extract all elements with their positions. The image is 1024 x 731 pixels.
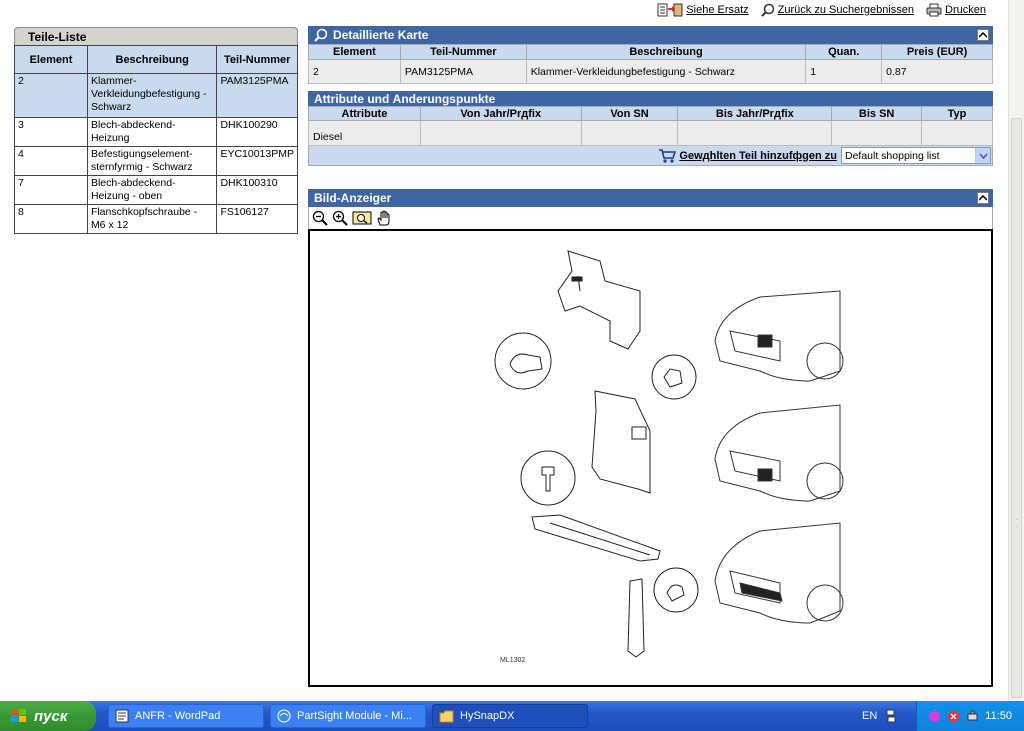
row-element: 2 xyxy=(309,60,401,84)
image-toolbar xyxy=(308,207,993,229)
pan-hand-icon[interactable] xyxy=(376,210,392,226)
zoom-out-icon[interactable] xyxy=(312,210,328,226)
row-teil: DHK100310 xyxy=(217,176,298,205)
task-partsight-label: PartSight Module - Mi... xyxy=(297,710,412,722)
car-front-1 xyxy=(715,291,843,381)
detail-title: Detaillierte Karte xyxy=(333,28,429,42)
chevron-up-icon xyxy=(979,195,987,201)
network-icon[interactable] xyxy=(885,709,897,723)
row-beschreibung: Blech-abdeckend-Heizung xyxy=(87,118,217,147)
zoom-area-icon[interactable] xyxy=(352,210,372,226)
col-von-jahr: Von Jahr/Prдfix xyxy=(420,107,581,121)
detail-circle-8 xyxy=(652,355,696,399)
windows-logo-icon xyxy=(10,708,28,724)
row-beschreibung: Klammer-Verkleidungbefestigung - Schwarz xyxy=(87,74,217,118)
start-button[interactable] xyxy=(0,701,96,731)
language-indicator[interactable]: EN xyxy=(862,710,878,722)
printer-icon xyxy=(926,3,942,17)
col-teil-nummer: Teil-Nummer xyxy=(217,46,298,74)
security-alert-icon[interactable] xyxy=(947,710,960,723)
attributes-panel xyxy=(308,91,993,166)
image-viewer-panel xyxy=(308,189,993,687)
cart-icon xyxy=(658,148,676,164)
usb-icon[interactable] xyxy=(966,710,979,723)
top-links xyxy=(657,3,986,17)
grip-icon xyxy=(1016,519,1017,527)
detail-table xyxy=(308,44,993,84)
browser-icon xyxy=(277,709,291,723)
row-von-sn xyxy=(581,121,678,146)
row-bis-jahr xyxy=(678,121,832,146)
col-element: Element xyxy=(309,45,401,60)
detail-title-bar xyxy=(308,26,993,44)
table-row xyxy=(309,121,993,146)
collapse-button[interactable] xyxy=(977,192,989,204)
heater-plate-part xyxy=(592,391,650,493)
shopping-list-select[interactable] xyxy=(841,147,991,164)
task-hysnapdx[interactable] xyxy=(432,704,588,728)
row-teil: FS106127 xyxy=(217,205,298,234)
taskbar xyxy=(0,701,1024,731)
task-wordpad[interactable] xyxy=(108,704,264,728)
col-typ: Typ xyxy=(922,107,993,121)
attributes-header xyxy=(309,107,993,121)
table-row[interactable] xyxy=(15,147,298,176)
row-element: 7 xyxy=(15,176,88,205)
table-row[interactable] xyxy=(15,118,298,147)
row-element: 2 xyxy=(15,74,88,118)
tray-app-icon[interactable] xyxy=(928,710,941,723)
task-wordpad-label: ANFR - WordPad xyxy=(135,710,221,722)
col-quan: Quan. xyxy=(806,45,882,60)
table-row[interactable] xyxy=(15,74,298,118)
row-teil: DHK100290 xyxy=(217,118,298,147)
col-teil-nummer: Teil-Nummer xyxy=(400,45,526,60)
print-label: Drucken xyxy=(945,4,986,16)
col-element: Element xyxy=(15,46,88,74)
parts-list-panel xyxy=(14,27,298,234)
magnifier-icon xyxy=(761,3,775,17)
row-beschreibung: Flanschkopfschraube - M6 x 12 xyxy=(87,205,217,234)
parts-list-title: Teile-Liste xyxy=(14,27,298,45)
row-bis-sn xyxy=(832,121,922,146)
replacement-icon xyxy=(657,3,683,17)
row-beschreibung: Klammer-Verkleidungbefestigung - Schwarz xyxy=(526,60,806,84)
diagram-code: ML1302 xyxy=(500,657,526,664)
attributes-title: Attribute und Аnderungspunkte xyxy=(308,91,993,106)
back-to-results-label: Zurück zu Suchergebnissen xyxy=(777,4,915,16)
row-element: 3 xyxy=(15,118,88,147)
row-attribute: Diesel xyxy=(309,121,421,146)
table-row[interactable] xyxy=(15,176,298,205)
zoom-in-icon[interactable] xyxy=(332,210,348,226)
image-viewer-title: Bild-Anzeiger xyxy=(314,191,392,205)
siehe-ersatz-label: Siehe Ersatz xyxy=(686,4,749,16)
back-to-results-link[interactable] xyxy=(761,3,914,17)
row-typ xyxy=(922,121,993,146)
row-element: 4 xyxy=(15,147,88,176)
vertical-scrollbar[interactable] xyxy=(1008,0,1024,700)
parts-list-table xyxy=(14,45,298,234)
scrollbar-thumb[interactable] xyxy=(1011,118,1022,698)
detail-header xyxy=(309,45,993,60)
row-beschreibung: Blech-abdeckend-Heizung - oben xyxy=(87,176,217,205)
image-viewer-title-bar xyxy=(308,189,993,207)
col-beschreibung: Beschreibung xyxy=(526,45,806,60)
print-link[interactable] xyxy=(926,3,986,17)
car-front-2 xyxy=(715,405,843,501)
detail-panel xyxy=(308,26,993,84)
detail-circle-4 xyxy=(654,568,698,612)
col-preis: Preis (EUR) xyxy=(882,45,993,60)
col-bis-sn: Bis SN xyxy=(832,107,922,121)
table-row[interactable] xyxy=(309,60,993,84)
start-label: пуск xyxy=(34,707,68,725)
folder-icon xyxy=(439,710,454,723)
detail-circle-bolt xyxy=(521,451,575,505)
chevron-down-icon[interactable] xyxy=(975,148,990,163)
clip-part xyxy=(628,579,644,657)
table-row[interactable] xyxy=(15,205,298,234)
task-hysnapdx-label: HySnapDX xyxy=(460,710,515,722)
parts-list-header xyxy=(15,46,298,74)
row-von-jahr xyxy=(420,121,581,146)
row-teil: PAM3125PMA xyxy=(400,60,526,84)
detail-circle-2 xyxy=(495,333,551,389)
add-to-list-label: Gewдhlten Teil hinzufфgen zu xyxy=(679,149,837,162)
row-teil: EYC10013PMP xyxy=(217,147,298,176)
clock[interactable]: 11:50 xyxy=(985,710,1012,722)
col-beschreibung: Beschreibung xyxy=(87,46,217,74)
row-quan: 1 xyxy=(806,60,882,84)
wordpad-icon xyxy=(115,709,129,723)
parts-diagram xyxy=(310,231,991,685)
chevron-up-icon xyxy=(979,32,987,38)
shopping-list-value: Default shopping list xyxy=(845,149,940,162)
parts-diagram-canvas[interactable] xyxy=(308,229,993,687)
row-preis: 0.87 xyxy=(882,60,993,84)
bracket-part xyxy=(558,251,640,349)
collapse-button[interactable] xyxy=(977,29,989,41)
add-to-list-link[interactable] xyxy=(658,148,837,164)
col-attribute: Attribute xyxy=(309,107,421,121)
row-teil: PAM3125PMA xyxy=(217,74,298,118)
row-element: 8 xyxy=(15,205,88,234)
add-to-list-row xyxy=(308,146,993,166)
col-bis-jahr: Bis Jahr/Prдfix xyxy=(678,107,832,121)
task-partsight[interactable] xyxy=(270,704,426,728)
siehe-ersatz-link[interactable] xyxy=(657,3,748,17)
attributes-table xyxy=(308,106,993,146)
row-beschreibung: Befestigungselement-sternfуrmig - Schwarz xyxy=(87,147,217,176)
system-tray xyxy=(916,701,1024,731)
car-front-3 xyxy=(715,523,843,623)
magnifier-icon xyxy=(314,28,328,42)
col-von-sn: Von SN xyxy=(581,107,678,121)
